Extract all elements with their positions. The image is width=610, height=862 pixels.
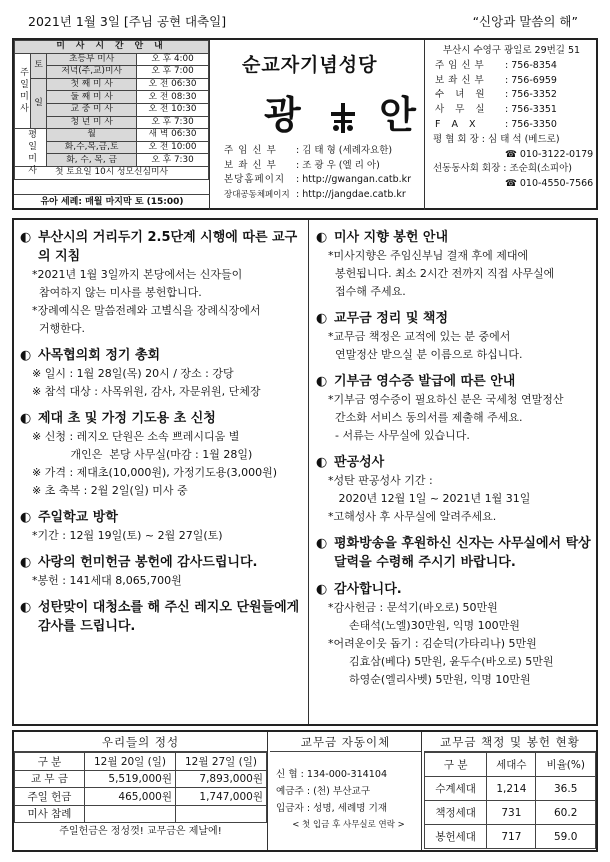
info-label: 주 임 신 부 (224, 145, 277, 156)
announcement-title-text: 주일학교 방학 (38, 510, 118, 525)
info-value: : 조 광 우 (엘 리 아) (296, 159, 380, 171)
cross-logo-icon (328, 101, 358, 135)
announcement-title-text: 제대 초 및 가정 기도용 초 신청 (38, 411, 216, 426)
mass-time: 오 후 4:00 (137, 53, 209, 66)
announcement-line: 접수해 주세요. (328, 285, 406, 298)
announcement-title-text: 판공성사 (334, 455, 385, 470)
half-circle-icon: ◐ (20, 411, 32, 426)
masthead (12, 38, 598, 210)
announcement (20, 228, 304, 338)
announcement-body (316, 391, 594, 445)
announcement (20, 598, 304, 636)
sunday-label: 일 (31, 78, 47, 128)
announcement-line: ※ 가격 : 제대초(10,000원), 가정기도용(3,000원) (32, 466, 278, 479)
auto-transfer-info (270, 752, 421, 834)
status-table (424, 752, 596, 849)
half-circle-icon: ◐ (316, 311, 328, 326)
announcement (316, 453, 594, 526)
contact-note: < 첫 입금 후 사무실로 연락 > (292, 820, 405, 830)
year-motto: “신앙과 말씀의 해” (472, 14, 578, 29)
infant-baptism: 유아 세례: 매월 마지막 토 (15:00) (14, 194, 210, 210)
half-circle-icon: ◐ (316, 374, 328, 389)
half-circle-icon: ◐ (316, 230, 328, 245)
status-label: 책정세대 (425, 801, 487, 825)
offering-box (14, 732, 268, 850)
info-row (224, 173, 411, 188)
mass-time: 오 전 08:30 (137, 91, 209, 104)
announcement-title (20, 409, 304, 428)
issue-date: 2021년 1월 3일 [주님 공현 대축일] (28, 14, 227, 29)
offering-date: 12월 27일 (일) (176, 753, 267, 771)
announcement (20, 508, 304, 545)
council-phone: ☎ 010-3122-0179 (505, 148, 594, 160)
announcements (12, 218, 598, 726)
status-label: 봉헌세대 (425, 825, 487, 849)
contact-row (427, 118, 596, 133)
announcement-title (316, 372, 594, 391)
pastoral-phone: ☎ 010-4550-7566 (505, 178, 594, 190)
contact-row (427, 103, 596, 118)
announcement-line: *기부금 영수증이 필요하신 분은 국세청 연말정산 (328, 393, 564, 406)
announcement-body (20, 527, 304, 545)
announcement-title-text: 감사합니다. (334, 582, 402, 597)
clergy-info (224, 144, 411, 202)
contact-label: 사 무 실 (435, 104, 489, 116)
weekday-head-time: 새 벽 06:30 (137, 129, 209, 142)
offering-value: 465,000원 (85, 788, 176, 806)
contact-row (427, 59, 596, 74)
announcement-title (316, 534, 594, 572)
announcement-title (316, 228, 594, 247)
contact-value: : 756-3350 (505, 118, 557, 130)
mass-time: 오 전 06:30 (137, 78, 209, 91)
info-value: : 김 태 형 (세례자요한) (296, 145, 393, 156)
half-circle-icon: ◐ (20, 230, 32, 245)
status-label: 수계세대 (425, 777, 487, 801)
mass-row: 교 중 미 사 (47, 103, 137, 116)
account-holder: 예금주 : (천) 부산교구 (276, 786, 371, 797)
announcement-body (316, 328, 594, 364)
status-count: 1,214 (487, 777, 536, 801)
announcement-line: *감사헌금 : 문석기(바오로) 50만원 (328, 601, 498, 614)
weekday-mass-label: 평일미사 (15, 129, 47, 167)
info-row (224, 144, 411, 159)
top-bar (14, 10, 598, 32)
mass-time: 오 후 7:00 (137, 66, 209, 79)
half-circle-icon: ◐ (20, 348, 32, 363)
status-count: 717 (487, 825, 536, 849)
bank-account: 신 협 : 134-000-314104 (276, 769, 388, 780)
offering-table (14, 752, 267, 823)
mass-time: 오 전 10:30 (137, 103, 209, 116)
paper-name-left: 광 (264, 93, 307, 137)
announcement (316, 309, 594, 364)
announcement-line: 개인은 본당 사무실(마감 : 1월 28일) (32, 448, 253, 461)
community-link[interactable]: : http://jangdae.catb.kr (296, 188, 406, 200)
announcement-title (20, 346, 304, 365)
half-circle-icon: ◐ (316, 582, 328, 597)
announcement (316, 580, 594, 689)
half-circle-icon: ◐ (316, 455, 328, 470)
announcement-line: 참여하지 않는 미사를 봉헌합니다. (32, 286, 202, 299)
pastoral-president: 선동동사회 회장 : 조순희(소피아) (433, 163, 572, 175)
info-label: 보 좌 신 부 (224, 159, 277, 171)
mass-schedule (14, 40, 210, 210)
contact-label: 주임신부 (435, 59, 488, 71)
announcement-line: 하영순(엘리사벳) 5만원, 익명 10만원 (328, 673, 531, 686)
weekday-head: 월 (47, 129, 137, 142)
announcement-title-text: 평화방송을 후원하신 신자는 사무실에서 탁상달력을 수령해 주시기 바랍니다. (334, 536, 591, 570)
status-title: 교무금 책정 및 봉헌 현황 (424, 732, 596, 752)
paper-name (264, 84, 422, 139)
contact-label: 보좌신부 (435, 74, 488, 86)
announcement-title-text: 사목협의회 정기 총회 (38, 348, 161, 363)
announcement-line: ※ 일시 : 1월 28일(목) 20시 / 장소 : 강당 (32, 367, 234, 380)
announcement (20, 553, 304, 590)
announcement-line: *기간 : 12월 19일(토) ~ 2월 27일(토) (32, 529, 223, 542)
announcement-line: ※ 신청 : 레지오 단원은 소속 쁘레시디움 별 (32, 430, 240, 443)
announcement-line: 봉헌됩니다. 최소 2시간 전까지 직접 사무실에 (328, 267, 555, 280)
announcement-body (20, 365, 304, 401)
announcement-title-text: 부산시의 거리두기 2.5단계 시행에 따른 교구의 지침 (38, 230, 298, 264)
status-box (424, 732, 596, 850)
announcement-body (316, 472, 594, 526)
half-circle-icon: ◐ (20, 600, 32, 615)
announcement-title (316, 580, 594, 599)
announcement-title (20, 508, 304, 527)
announcement-line: - 서류는 사무실에 있습니다. (328, 429, 470, 442)
announcement-line: *봉헌 : 141세대 8,065,700원 (32, 574, 182, 587)
column-divider (308, 220, 309, 724)
status-header: 비율(%) (536, 753, 596, 777)
contact-value: : 756-8354 (505, 59, 557, 71)
contact-info (424, 40, 598, 210)
finance-footer (12, 730, 598, 852)
offering-value: 1,747,000원 (176, 788, 267, 806)
info-label: 본당홈페이지 (224, 174, 286, 185)
auto-transfer-box (270, 732, 422, 850)
announcement-title (20, 228, 304, 266)
announcement-title-text: 교무금 정리 및 책정 (334, 311, 449, 326)
announcement-body (20, 266, 304, 338)
contact-value: : 756-3351 (505, 104, 557, 116)
offering-value: 7,893,000원 (176, 770, 267, 788)
sunday-mass-label: 주일미사 (15, 53, 31, 129)
right-column (316, 228, 594, 697)
contact-row (427, 74, 596, 89)
half-circle-icon: ◐ (316, 536, 328, 551)
contact-label: 수 녀 원 (435, 89, 489, 101)
info-label: 장대공동체페이지 (224, 189, 290, 200)
announcement (316, 228, 594, 301)
announcement-line: ※ 참석 대상 : 사목위원, 감사, 자문위원, 단체장 (32, 385, 261, 398)
info-row (224, 188, 411, 203)
mass-schedule-title: 미 사 시 간 안 내 (15, 41, 209, 54)
announcement (316, 372, 594, 445)
council-president: 평 협 회 장 : 심 태 석 (베드로) (433, 133, 560, 145)
weekday-row: 화, 수, 목, 금 (47, 154, 137, 167)
announcement-title (316, 453, 594, 472)
offering-col-label: 구 분 (15, 753, 85, 771)
announcement-line: 간소화 서비스 동의서를 제출해 주세요. (328, 411, 523, 424)
announcement-title-text: 미사 지향 봉헌 안내 (334, 230, 449, 245)
announcement-line: 2020년 12월 1일 ~ 2021년 1월 31일 (328, 492, 531, 505)
info-row (224, 159, 411, 174)
announcement-line: *어려운이웃 돕기 : 김순덕(가타리나) 5만원 (328, 637, 537, 650)
auto-transfer-title: 교무금 자동이체 (270, 732, 421, 752)
announcement-line: *교무금 책정은 교적에 있는 분 중에서 (328, 330, 511, 343)
announcement (20, 409, 304, 500)
mass-row: 첫 째 미 사 (47, 78, 137, 91)
offering-value (85, 805, 176, 823)
announcement-line: *성탄 판공성사 기간 : (328, 474, 433, 487)
mass-row: 둘 째 미 사 (47, 91, 137, 104)
announcement-line: *장례예식은 말씀전례와 고별식을 장례식장에서 (32, 304, 261, 317)
announcement-title-text: 기부금 영수증 발급에 따른 안내 (334, 374, 516, 389)
saturday-label: 토 (31, 53, 47, 78)
mass-row: 저녁(주,교)미사 (47, 66, 137, 79)
offering-row-label: 교 무 금 (15, 770, 85, 788)
first-saturday-mass: 첫 토요일 10시 성모신심미사 (15, 166, 209, 179)
announcement-body (20, 572, 304, 590)
contact-label: F A X (435, 118, 480, 130)
announcement (316, 534, 594, 572)
announcement-line: *미사지향은 주임신부님 결재 후에 제대에 (328, 249, 529, 262)
status-header: 구 분 (425, 753, 487, 777)
half-circle-icon: ◐ (20, 555, 32, 570)
status-count: 731 (487, 801, 536, 825)
parish-name: 순교자기념성당 (242, 54, 378, 76)
offering-value: 5,519,000원 (85, 770, 176, 788)
announcement-title (20, 598, 304, 636)
offering-note: 주일헌금은 정성껏! 교무금은 제날에! (59, 826, 222, 837)
announcement-body (316, 599, 594, 689)
announcement-line: 연말정산 받으실 분 이름으로 하십니다. (328, 348, 523, 361)
contact-value: : 756-3352 (505, 89, 557, 101)
status-pct: 36.5 (536, 777, 596, 801)
mass-time: 오 후 7:30 (137, 116, 209, 129)
offering-row-label: 미사 참례 (15, 805, 85, 823)
offering-title: 우리들의 정성 (14, 732, 267, 752)
announcement-line: 김효삼(베다) 5만원, 윤두수(바오로) 5만원 (328, 655, 554, 668)
announcement-title (316, 309, 594, 328)
weekday-time: 오 전 10:00 (137, 141, 209, 154)
announcement-title-text: 사랑의 헌미헌금 봉헌에 감사드립니다. (38, 555, 258, 570)
contact-row (427, 88, 596, 103)
address: 부산시 수영구 광일로 29번길 51 (442, 45, 581, 56)
announcement (20, 346, 304, 401)
offering-date: 12월 20일 (일) (85, 753, 176, 771)
status-header: 세대수 (487, 753, 536, 777)
contact-value: : 756-6959 (505, 74, 557, 86)
announcement-body (316, 247, 594, 301)
offering-row-label: 주일 헌금 (15, 788, 85, 806)
announcement-title-text: 성탄맞이 대청소를 해 주신 레지오 단원들에게 감사를 드립니다. (38, 600, 300, 634)
status-pct: 59.0 (536, 825, 596, 849)
announcement-line: 손태석(노엘)30만원, 익명 100만원 (328, 619, 520, 632)
announcement-line: ※ 초 축복 : 2월 2일(일) 미사 중 (32, 484, 188, 497)
mass-row: 초등부 미사 (47, 53, 137, 66)
depositor-note: 입금자 : 성명, 세례명 기재 (276, 803, 388, 814)
announcement-line: *2021년 1월 3일까지 본당에서는 신자들이 (32, 268, 243, 281)
announcement-body (20, 428, 304, 500)
half-circle-icon: ◐ (20, 510, 32, 525)
homepage-link[interactable]: : http://gwangan.catb.kr (296, 174, 412, 185)
weekday-time: 오 후 7:30 (137, 154, 209, 167)
announcement-title (20, 553, 304, 572)
left-column (20, 228, 304, 644)
weekday-row: 화,수,목,금,토 (47, 141, 137, 154)
paper-name-right: 안 (379, 93, 422, 137)
announcement-line: *고해성사 후 사무실에 알려주세요. (328, 510, 497, 523)
masthead-center (212, 40, 422, 210)
status-pct: 60.2 (536, 801, 596, 825)
offering-value (176, 805, 267, 823)
announcement-line: 거행한다. (32, 322, 85, 335)
mass-row: 청 년 미 사 (47, 116, 137, 129)
